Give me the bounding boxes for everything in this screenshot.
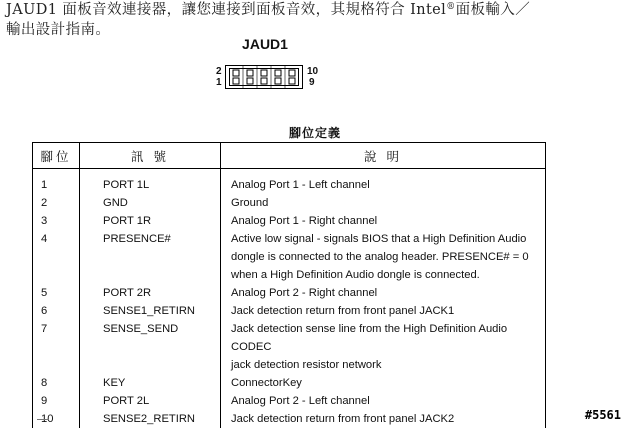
pin-definition-table <box>32 142 546 428</box>
cell-pin: 7 <box>33 320 80 374</box>
cell-signal: PORT 2L <box>80 392 221 410</box>
description-line: Ground <box>231 194 545 212</box>
table-row <box>33 169 546 195</box>
cell-pin: 9 <box>33 392 80 410</box>
intro-line1-b: 面板輸入／ <box>456 2 531 18</box>
table-body <box>33 169 546 428</box>
watermark: #5561 <box>585 408 621 422</box>
cell-description <box>221 320 546 374</box>
pin-8 <box>275 70 281 76</box>
cell-description <box>221 194 546 212</box>
connector-title: JAUD1 <box>0 36 530 52</box>
cell-pin: 5 <box>33 284 80 302</box>
cell-signal: GND <box>80 194 221 212</box>
pin-3 <box>247 78 253 84</box>
cell-signal: PORT 1R <box>80 212 221 230</box>
table-row <box>33 284 546 302</box>
cell-description <box>221 374 546 392</box>
pin-label-bottom-right: 9 <box>309 78 315 88</box>
header-description: 說 明 <box>221 143 546 169</box>
cell-description <box>221 392 546 410</box>
table-header-row <box>33 143 546 169</box>
description-line: when a High Definition Audio dongle is connected. <box>231 266 545 284</box>
table-caption: 腳位定義 <box>0 124 623 141</box>
cell-signal: PORT 1L <box>80 169 221 195</box>
description-line: jack detection resistor network <box>231 356 545 374</box>
description-line: Analog Port 1 - Right channel <box>231 212 545 230</box>
table-row <box>33 230 546 284</box>
description-line: Jack detection sense line from the High Definition Audio CODEC <box>231 320 545 356</box>
cell-description <box>221 169 546 195</box>
cell-signal: SENSE1_RETIRN <box>80 302 221 320</box>
description-line: ConnectorKey <box>231 374 545 392</box>
cell-description <box>221 302 546 320</box>
cell-description <box>221 212 546 230</box>
pin-6 <box>261 70 267 76</box>
intro-line1-a: JAUD1 面板音效連接器，讓您連接到面板音效，其規格符合 Intel <box>6 2 446 18</box>
cell-pin: 6 <box>33 302 80 320</box>
cell-signal: PRESENCE# <box>80 230 221 284</box>
pin-1 <box>233 78 239 84</box>
cell-description <box>221 410 546 428</box>
description-line: Analog Port 1 - Left channel <box>231 176 545 194</box>
cell-description <box>221 230 546 284</box>
table-row <box>33 320 546 374</box>
intro-paragraph <box>6 0 618 40</box>
cell-signal: SENSE2_RETIRN <box>80 410 221 428</box>
header-pin: 腳位 <box>33 143 80 169</box>
pin-label-bottom-left: 1 <box>216 78 222 88</box>
pin-4 <box>247 70 253 76</box>
pin-label-top-right: 10 <box>307 67 318 77</box>
table-row <box>33 410 546 428</box>
table-row <box>33 194 546 212</box>
table-row <box>33 212 546 230</box>
cell-pin: 2 <box>33 194 80 212</box>
intro-line2: 輸出設計指南。 <box>6 22 110 38</box>
description-line: Analog Port 2 - Left channel <box>231 392 545 410</box>
cell-pin: 4 <box>33 230 80 284</box>
description-line: Active low signal - signals BIOS that a High Definition Audio <box>231 230 545 248</box>
pin-9 <box>289 78 295 84</box>
pin-label-top-left: 2 <box>216 67 222 77</box>
table-row <box>33 392 546 410</box>
description-line: Jack detection return from front panel JACK2 <box>231 410 545 428</box>
cell-signal: PORT 2R <box>80 284 221 302</box>
connector-header-diagram <box>225 65 303 89</box>
header-signal: 訊 號 <box>80 143 221 169</box>
cell-signal: KEY <box>80 374 221 392</box>
description-line: Jack detection return from front panel JACK1 <box>231 302 545 320</box>
cell-pin: 8 <box>33 374 80 392</box>
description-line: dongle is connected to the analog header. PRESENCE# = 0 <box>231 248 545 266</box>
cell-description <box>221 284 546 302</box>
table-row <box>33 374 546 392</box>
pin-7 <box>275 78 281 84</box>
registered-mark: ® <box>446 2 455 12</box>
cell-pin: 3 <box>33 212 80 230</box>
cell-pin: 10 <box>33 410 80 428</box>
cell-signal: SENSE_SEND <box>80 320 221 374</box>
table-row <box>33 302 546 320</box>
pin-10 <box>289 70 295 76</box>
pin-2 <box>233 70 239 76</box>
pin-5 <box>261 78 267 84</box>
cell-pin: 1 <box>33 169 80 195</box>
description-line: Analog Port 2 - Right channel <box>231 284 545 302</box>
